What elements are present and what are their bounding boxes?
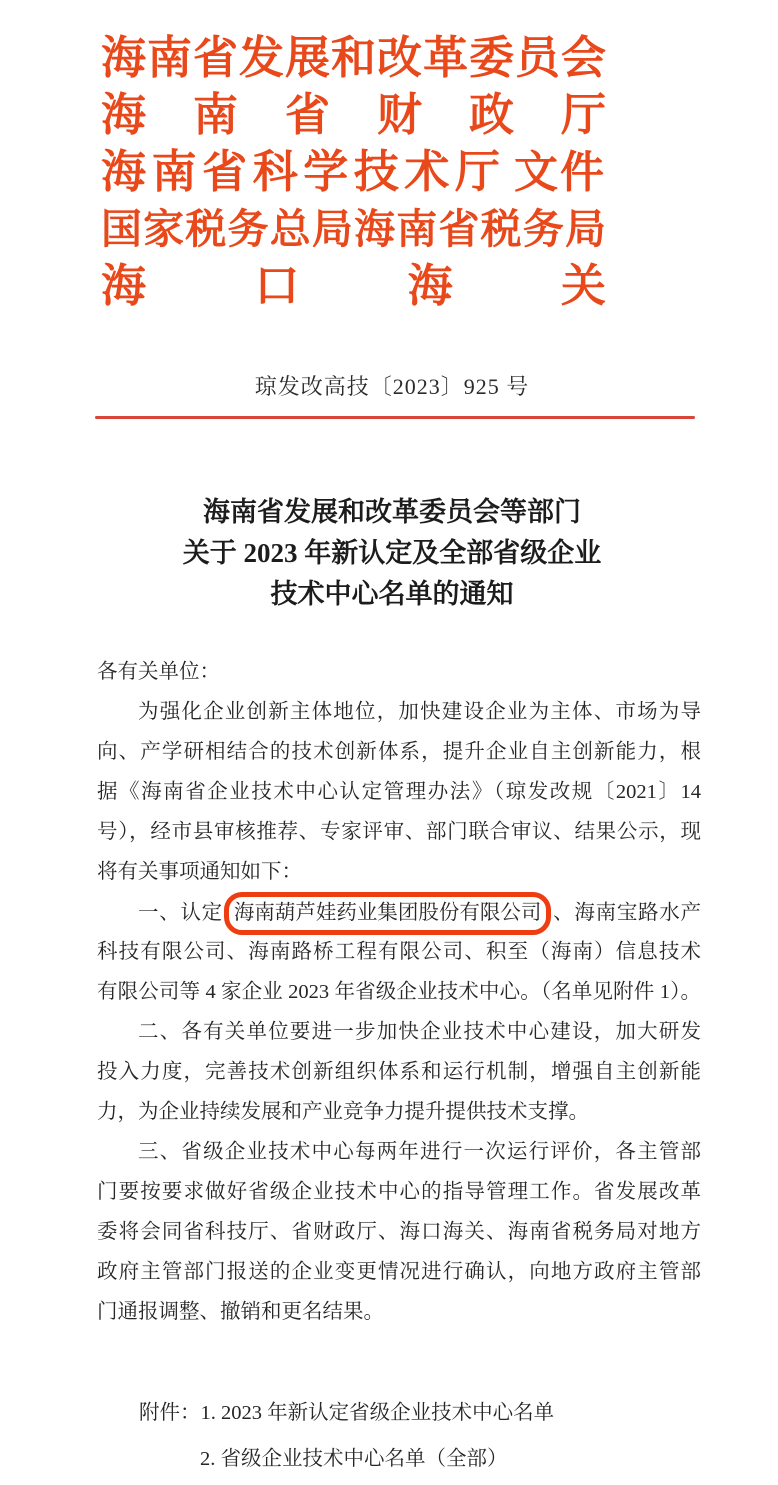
header-agency-tax: 国家税务总局海南省税务局 xyxy=(101,206,606,252)
highlighted-company-name: 海南葫芦娃药业集团股份有限公司 xyxy=(233,902,542,924)
header-agency-science: 海南省科学技术厅 xyxy=(101,147,500,197)
body-line: 门要按要求做好省级企业技术中心的指导管理工作。省发展改革 xyxy=(97,1181,701,1203)
body-line: 门通报调整、撤销和更名结果。 xyxy=(97,1301,384,1323)
red-divider-line xyxy=(95,416,695,419)
title-line-1: 海南省发展和改革委员会等部门 xyxy=(203,497,581,527)
body-line: 二、各有关单位要进一步加快企业技术中心建设，加大研发 xyxy=(138,1021,701,1043)
header-agency-science-row xyxy=(101,144,606,201)
header-doc-type-label: 文件 xyxy=(514,148,606,197)
attachment-item-1: 附件：1. 2023 年新认定省级企业技术中心名单 xyxy=(139,1402,555,1424)
attachments-block xyxy=(97,1390,701,1482)
body-line: 号），经市县审核推荐、专家评审、部门联合审议、结果公示，现 xyxy=(97,821,701,843)
attachment-item-2: 2. 省级企业技术中心名单（全部） xyxy=(200,1448,508,1470)
body-line: 力，为企业持续发展和产业竞争力提升提供技术支撑。 xyxy=(97,1101,589,1123)
title-line-3: 技术中心名单的通知 xyxy=(270,579,514,609)
highlight-line-suffix: 、海南宝路水产 xyxy=(552,902,702,924)
body-line: 将有关事项通知如下： xyxy=(97,861,302,883)
body-line: 投入力度，完善技术创新组织体系和运行机制，增强自主创新能 xyxy=(97,1061,701,1083)
salutation: 各有关单位： xyxy=(97,661,220,683)
title-line-2: 关于 2023 年新认定及全部省级企业 xyxy=(182,538,602,568)
document-reference-number: 琼发改高技〔2023〕925 号 xyxy=(254,374,530,399)
body-line: 政府主管部门报送的企业变更情况进行确认，向地方政府主管部 xyxy=(97,1261,701,1283)
body-line: 有限公司等 4 家企业 2023 年省级企业技术中心。（名单见附件 1）。 xyxy=(97,981,701,1003)
body-line: 为强化企业创新主体地位，加快建设企业为主体、市场为导 xyxy=(138,701,701,723)
body-line: 委将会同省科技厅、省财政厅、海口海关、海南省税务局对地方 xyxy=(97,1221,701,1243)
body-line: 三、省级企业技术中心每两年进行一次运行评价，各主管部 xyxy=(138,1141,701,1163)
body-line: 向、产学研相结合的技术创新体系，提升企业自主创新能力，根 xyxy=(97,741,701,763)
document-body xyxy=(97,652,701,1332)
body-line: 据《海南省企业技术中心认定管理办法》（琼发改规〔2021〕14 xyxy=(97,781,701,803)
header-agency-ndrc: 海南省发展和改革委员会 xyxy=(101,33,606,83)
header-agency-finance: 海南省财政厅 xyxy=(101,90,606,140)
red-document-header xyxy=(101,30,606,315)
body-line: 科技有限公司、海南路桥工程有限公司、积至（海南）信息技术 xyxy=(97,941,701,963)
header-agency-customs: 海口海关 xyxy=(101,261,606,311)
document-title xyxy=(92,492,692,615)
highlight-line-prefix: 一、认定 xyxy=(138,902,223,924)
body-line-with-highlight xyxy=(97,892,701,932)
highlight-oval-annotation xyxy=(224,892,552,935)
